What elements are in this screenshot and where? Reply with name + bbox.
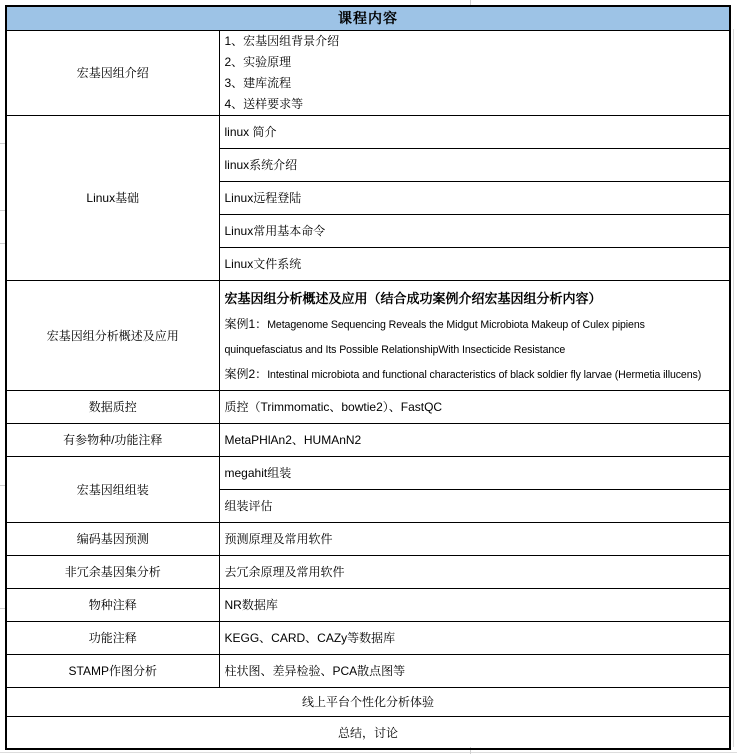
row-content-species-annotation: NR数据库 [219, 588, 730, 621]
table-row [6, 6, 730, 30]
row-label-stamp-plot: STAMP作图分析 [6, 654, 219, 687]
row-label-metagenome-intro: 宏基因组介绍 [6, 30, 219, 115]
footer-row-summary: 总结，讨论 [6, 716, 730, 749]
row-label-analysis-overview: 宏基因组分析概述及应用 [6, 280, 219, 390]
list-line: 2、实验原理 [224, 54, 292, 69]
row-label-gene-prediction: 编码基因预测 [6, 522, 219, 555]
case-study-2 [225, 362, 726, 387]
row-content-metagenome-intro [219, 30, 730, 115]
row-label-linux-basics: Linux基础 [6, 115, 219, 280]
list-line: 3、建库流程 [224, 75, 292, 90]
case-1-label: 案例1： [224, 316, 268, 331]
table-row [6, 423, 730, 456]
table-row [6, 115, 730, 148]
course-content-table [5, 5, 731, 750]
table-row [6, 687, 730, 716]
table-title: 课程内容 [6, 6, 730, 30]
row-content-data-qc: 质控（Trimmomatic、bowtie2）、FastQC [219, 390, 730, 423]
row-content-assembly-eval: 组装评估 [219, 489, 730, 522]
row-label-species-annotation: 物种注释 [6, 588, 219, 621]
row-content-megahit: megahit组装 [219, 456, 730, 489]
row-label-ref-annotation: 有参物种/功能注释 [6, 423, 219, 456]
list-line: 1、宏基因组背景介绍 [224, 33, 340, 48]
row-label-nonredundant-geneset: 非冗余基因集分析 [6, 555, 219, 588]
row-label-assembly: 宏基因组组装 [6, 456, 219, 522]
table-row [6, 390, 730, 423]
case-1-text: Metagenome Sequencing Reveals the Midgut Microbiota Makeup of Culex pipiens quinquefasciatus and Its Possible RelationshipWith Insecticide Resistance [224, 318, 645, 356]
table-row [6, 716, 730, 749]
table-row [6, 588, 730, 621]
row-content-linux-system: linux系统介绍 [219, 148, 730, 181]
row-content-linux-intro: linux 简介 [219, 115, 730, 148]
table-row [6, 522, 730, 555]
row-content-linux-remote-login: Linux远程登陆 [219, 181, 730, 214]
table-row [6, 654, 730, 687]
row-label-data-qc: 数据质控 [6, 390, 219, 423]
table-row [6, 621, 730, 654]
case-2-text: Intestinal microbiota and functional characteristics of black soldier fly larvae (Hermetia illucens) [267, 368, 702, 381]
footer-row-online-platform: 线上平台个性化分析体验 [6, 687, 730, 716]
row-content-gene-prediction: 预测原理及常用软件 [219, 522, 730, 555]
row-content-stamp-plot: 柱状图、差异检验、PCA散点图等 [219, 654, 730, 687]
worksheet-gridline [0, 752, 737, 753]
row-content-linux-commands: Linux常用基本命令 [219, 214, 730, 247]
case-2-label: 案例2： [224, 366, 268, 381]
table-row [6, 30, 730, 115]
row-content-linux-filesystem: Linux文件系统 [219, 247, 730, 280]
row-label-function-annotation: 功能注释 [6, 621, 219, 654]
row-content-ref-annotation: MetaPHlAn2、HUMAnN2 [219, 423, 730, 456]
overview-title: 宏基因组分析概述及应用（结合成功案例介绍宏基因组分析内容） [224, 290, 602, 306]
list-line: 4、送样要求等 [224, 96, 304, 111]
row-content-analysis-overview [219, 280, 730, 390]
case-study-1 [225, 312, 726, 362]
table-row [6, 555, 730, 588]
worksheet-gridline [733, 29, 734, 747]
table-row [6, 280, 730, 390]
row-content-nonredundant-geneset: 去冗余原理及常用软件 [219, 555, 730, 588]
table-row [6, 456, 730, 489]
row-content-function-annotation: KEGG、CARD、CAZy等数据库 [219, 621, 730, 654]
